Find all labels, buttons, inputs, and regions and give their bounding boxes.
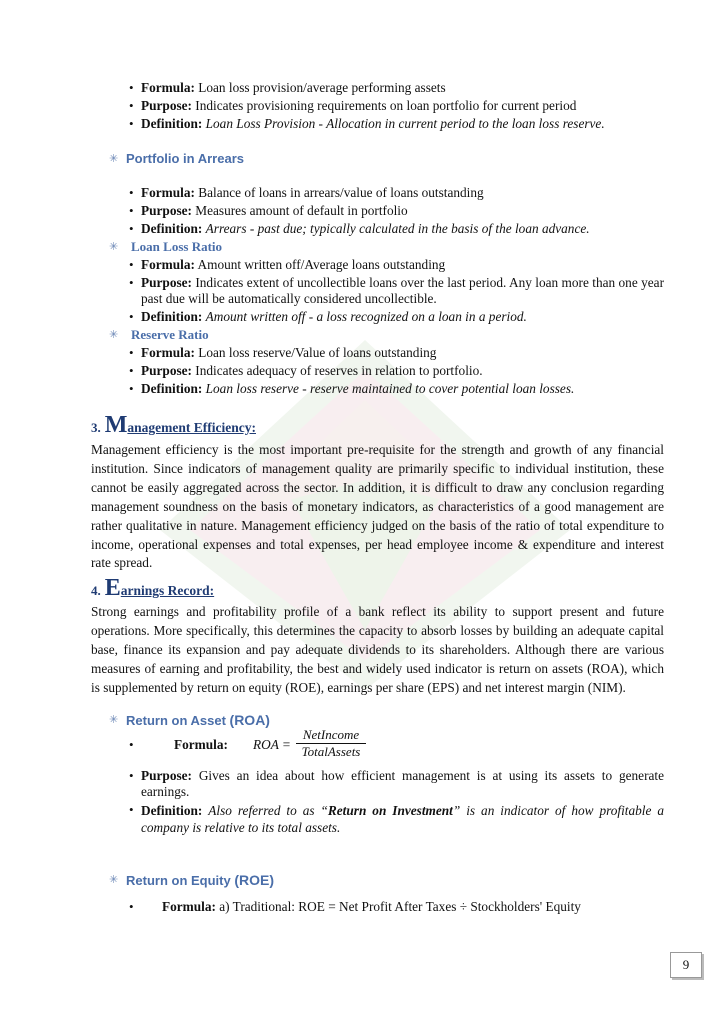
intro-bullet-purpose: Purpose: Indicates provisioning requirements on loan portfolio for current period <box>141 98 577 113</box>
bullet-dot: • <box>129 363 134 378</box>
bullet-dot: • <box>129 899 134 914</box>
asterisk-bullet-icon: ✳ <box>109 329 119 341</box>
bullet-dot: • <box>129 116 134 131</box>
reserve-purpose: Purpose: Indicates adequacy of reserves in relation to portfolio. <box>141 363 483 378</box>
bullet-dot: • <box>129 802 134 817</box>
roa-denominator: TotalAssets <box>301 744 361 759</box>
subheading-loan-loss-ratio: Loan Loss Ratio <box>131 239 223 254</box>
asterisk-bullet-icon: ✳ <box>109 874 119 886</box>
bullet-dot: • <box>129 381 134 396</box>
roa-purpose: Purpose: Gives an idea about how efficient management is at using its assets to generate earnings. <box>141 768 665 799</box>
loan-loss-formula: Formula: Amount written off/Average loans outstanding <box>141 257 446 272</box>
bullet-dot: • <box>129 309 134 324</box>
roa-formula-lhs: ROA = <box>253 737 291 752</box>
subheading-portfolio-in-arrears: Portfolio in Arrears <box>126 151 244 166</box>
roe-formula: Formula: a) Traditional: ROE = Net Profit After Taxes ÷ Stockholders' Equity <box>162 899 581 914</box>
subheading-return-on-asset: Return on Asset (ROA) <box>126 712 270 728</box>
bullet-dot: • <box>129 203 134 218</box>
bullet-dot: • <box>129 275 134 290</box>
portfolio-formula: Formula: Balance of loans in arrears/value of loans outstanding <box>141 185 484 200</box>
bullet-dot: • <box>129 185 134 200</box>
intro-bullet-definition: Definition: Loan Loss Provision - Allocation in current period to the loan loss reserve. <box>141 116 605 131</box>
page-number: 9 <box>670 952 702 978</box>
bullet-dot: • <box>129 257 134 272</box>
management-efficiency-paragraph: Management efficiency is the most important pre-requisite for the strength and growth of any financial institution. Since indicators of management quality are primarily specific to individual institution, these cannot be easily aggregated across the sector. In addition, it is difficult to draw any conclusion regarding management soundness on the basis of monetary indicators, as characteristics of a good management are rather qualitative in nature. Management efficiency judged on the basis of the ratio of total expenditure to income, operational expenses and total expenses, per head employee income & expenditure and interest rate spread. <box>91 442 664 571</box>
roa-definition: Definition: Also referred to as “Return on Investment” is an indicator of how profitable a company is relative to its total assets. <box>141 803 664 835</box>
bullet-dot: • <box>129 345 134 360</box>
earnings-record-paragraph: Strong earnings and profitability profile of a bank reflect its ability to support present and future operations. More specifically, this determines the capacity to absorb losses by building an adequate capital base, finance its expansion and pay adequate dividends to its shareholders. Although there are various measures of earning and profitability, the best and widely used indicator is return on assets (ROA), which is supplemented by return on equity (ROE), earnings per share (EPS) and net interest margin (NIM). <box>91 604 664 695</box>
asterisk-bullet-icon: ✳ <box>109 714 119 726</box>
roa-formula-fraction <box>296 727 366 760</box>
portfolio-definition: Definition: Arrears - past due; typically calculated in the basis of the loan advance. <box>141 221 590 236</box>
intro-bullet-formula: Formula: Loan loss provision/average performing assets <box>141 80 446 95</box>
bullet-dot: • <box>129 221 134 236</box>
roa-formula-label: Formula: <box>174 737 228 752</box>
subheading-return-on-equity: Return on Equity (ROE) <box>126 872 275 888</box>
section-heading-earnings-record: 4. Earnings Record: <box>91 575 215 601</box>
asterisk-bullet-icon: ✳ <box>109 241 119 253</box>
loan-loss-definition: Definition: Amount written off - a loss recognized on a loan in a period. <box>141 309 527 324</box>
asterisk-bullet-icon: ✳ <box>109 153 119 165</box>
reserve-definition: Definition: Loan loss reserve - reserve maintained to cover potential loan losses. <box>141 381 575 396</box>
subheading-reserve-ratio: Reserve Ratio <box>131 327 209 342</box>
section-heading-management-efficiency: 3. Management Efficiency: <box>91 412 256 438</box>
portfolio-purpose: Purpose: Measures amount of default in portfolio <box>141 203 408 218</box>
bullet-dot: • <box>129 737 134 752</box>
bullet-dot: • <box>129 80 134 95</box>
reserve-formula: Formula: Loan loss reserve/Value of loans outstanding <box>141 345 437 360</box>
loan-loss-purpose: Purpose: Indicates extent of uncollectible loans over the last period. Any loan more than one year past due will be automatically considered uncollectible. <box>141 275 664 306</box>
roa-numerator: NetIncome <box>302 727 360 742</box>
bullet-dot: • <box>129 768 134 783</box>
bullet-dot: • <box>129 98 134 113</box>
